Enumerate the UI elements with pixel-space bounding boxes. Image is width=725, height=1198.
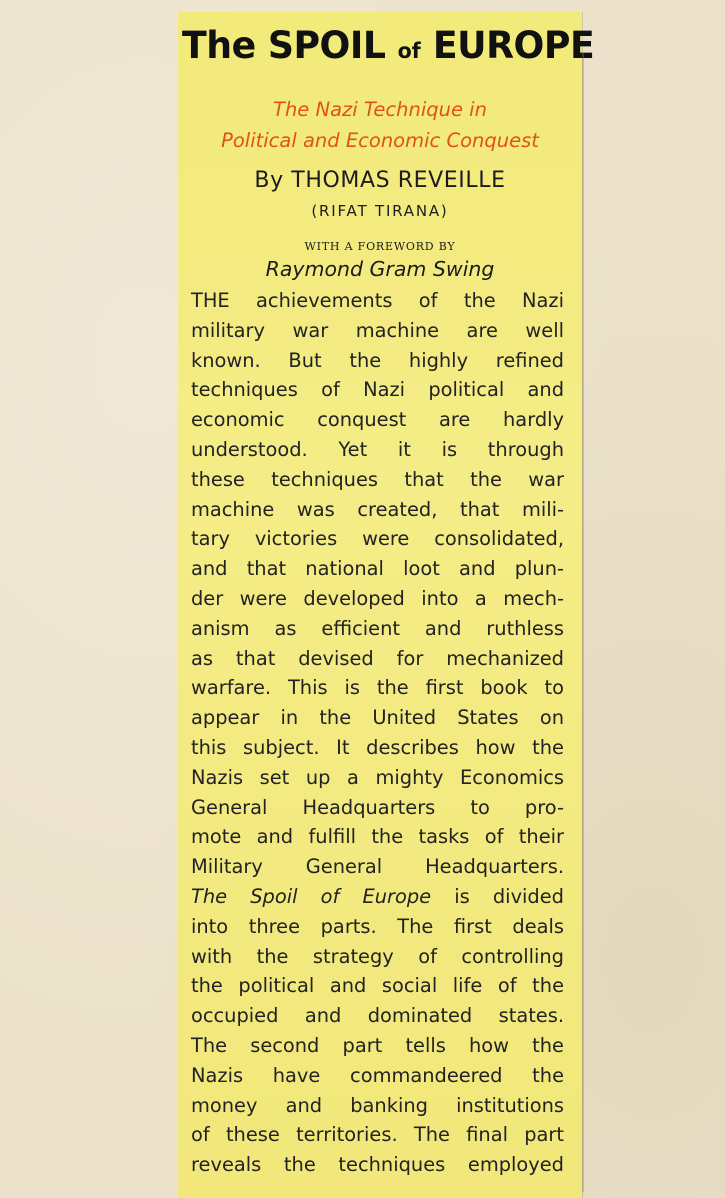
body-line: techniques of Nazi political and [191, 378, 564, 402]
body-line: occupied and dominated states. [191, 1004, 564, 1028]
body-line-rest: is divided [431, 884, 564, 908]
body-line: of these territories. The final part [191, 1123, 564, 1147]
body-line: understood. Yet it is through [191, 437, 564, 461]
body-line: The second part tells how the [191, 1033, 564, 1057]
body-line: these techniques that the war [191, 467, 564, 491]
body-line: Military General Headquarters. [191, 855, 564, 879]
body-line: reveals the techniques employed [191, 1153, 564, 1177]
body-line: military war machine are well [191, 318, 564, 342]
body-line: der were developed into a mech- [191, 586, 564, 610]
body-line: tary victories were consolidated, [191, 527, 564, 551]
foreword-label: WITH A FOREWORD BY [304, 240, 456, 253]
body-line: mote and fulfill the tasks of their [191, 825, 564, 849]
blurb-body [191, 286, 564, 1180]
body-line: this subject. It describes how the [191, 735, 564, 759]
body-line: economic conquest are hardly [191, 408, 564, 432]
body-line: known. But the highly refined [191, 348, 564, 372]
body-line-with-italic-title [191, 882, 564, 912]
body-line: into three parts. The first deals [191, 914, 564, 938]
body-line: the political and social life of the [191, 974, 564, 998]
body-line: appear in the United States on [191, 706, 564, 730]
body-line: with the strategy of controlling [191, 944, 564, 968]
title-part-spoil: The SPOIL [182, 24, 398, 67]
body-line: warfare. This is the first book to [191, 676, 564, 700]
subtitle-line-2: Political and Economic Conquest [221, 129, 539, 152]
body-line: Nazis set up a mighty Economics [191, 765, 564, 789]
body-line: Nazis have commandeered the [191, 1063, 564, 1087]
subtitle-line-1: The Nazi Technique in [273, 98, 487, 121]
body-line: as that devised for mechanized [191, 646, 564, 670]
body-line: anism as efficient and ruthless [191, 616, 564, 640]
author-byline: By THOMAS REVEILLE [254, 168, 506, 193]
body-line: THE achievements of the Nazi [191, 289, 564, 312]
body-line: and that national loot and plun- [191, 557, 564, 581]
body-line: money and banking institutions [191, 1093, 564, 1117]
body-line: General Headquarters to pro- [191, 795, 564, 819]
title-part-of: of [397, 39, 421, 63]
author-pseudonym: (RIFAT TIRANA) [311, 202, 449, 220]
title-part-europe: EUROPE [420, 24, 595, 67]
foreword-author: Raymond Gram Swing [265, 257, 495, 281]
newspaper-clipping [178, 12, 595, 1198]
italic-book-title: The Spoil of Europe [191, 884, 432, 908]
body-line: machine was created, that mili- [191, 497, 564, 521]
book-title [182, 24, 595, 67]
